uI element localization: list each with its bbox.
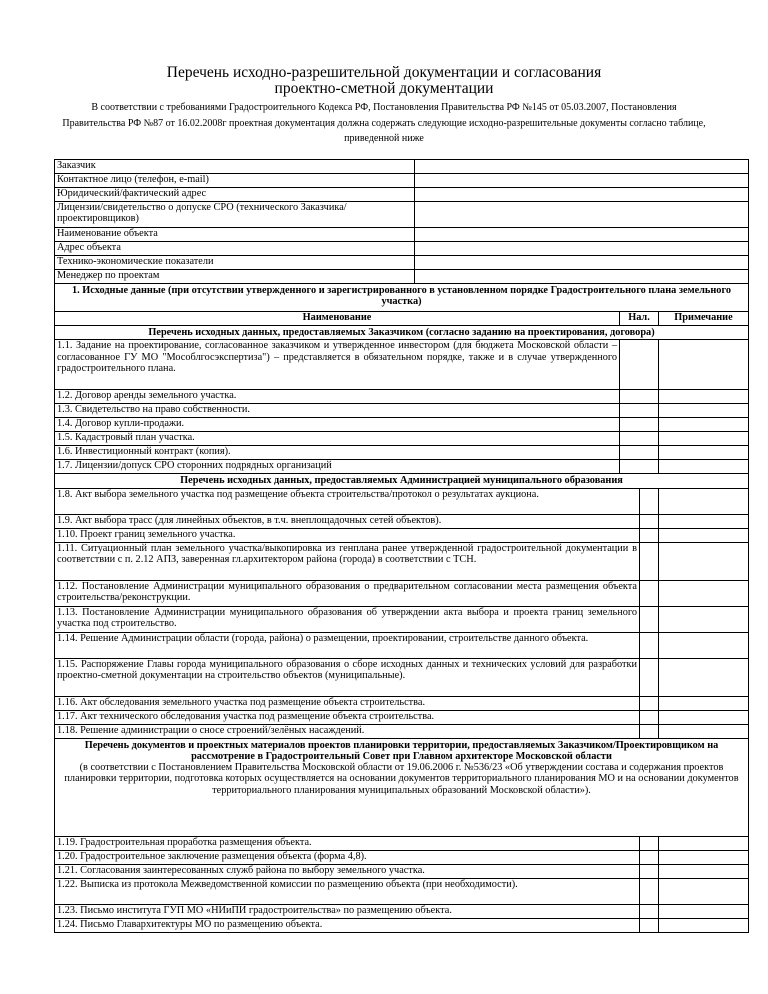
note-cell <box>659 836 749 850</box>
document-row <box>55 904 749 918</box>
intro-paragraph: В соответствии с требованиями Градостроительного Кодекса РФ, Постановления Правительства РФ №145 от 05.03.2007, Постановления Правительства РФ №87 от 16.02.2008г проектная документация должна содержать следующие исходно-разрешительные документы согласно таблице, приведенной ниже <box>62 102 706 144</box>
note-cell <box>659 724 749 738</box>
document-name: 1.7. Лицензии/допуск СРО сторонних подрядных организаций <box>55 460 620 474</box>
group-heading-text: Перечень исходных данных, предоставляемых Заказчиком (согласно заданию на проектирования, договора) <box>148 327 655 338</box>
avail-cell <box>620 404 659 418</box>
avail-cell <box>620 418 659 432</box>
document-row <box>55 696 749 710</box>
document-row <box>55 724 749 738</box>
document-row <box>55 606 749 632</box>
group-heading-note: (в соответствии с Постановлением Правительства Московской области от 19.06.2006 г. №536/23 «Об утверждении состава и содержания проектов планировки территории, подготовка которых осуществляется на основании документов территориального планирования МО и на основании документов территориального планирования муниципальных образований Московской области»). <box>64 762 739 796</box>
avail-cell <box>640 606 659 632</box>
avail-cell <box>640 514 659 528</box>
avail-cell <box>640 488 659 514</box>
info-label: Технико-экономические показатели <box>55 256 415 270</box>
note-cell <box>659 632 749 658</box>
info-label: Юридический/фактический адрес <box>55 188 415 202</box>
document-name: 1.24. Письмо Главархитектуры МО по размещению объекта. <box>55 918 640 932</box>
document-row <box>55 488 749 514</box>
document-row <box>55 850 749 864</box>
note-cell <box>659 432 749 446</box>
document-row <box>55 446 749 460</box>
info-label: Адрес объекта <box>55 242 415 256</box>
document-row <box>55 864 749 878</box>
avail-cell <box>620 432 659 446</box>
document-name: 1.3. Свидетельство на право собственности. <box>55 404 620 418</box>
note-cell <box>659 580 749 606</box>
title-line-2: проектно-сметной документации <box>274 80 494 97</box>
note-cell <box>659 528 749 542</box>
note-cell <box>659 404 749 418</box>
avail-cell <box>640 904 659 918</box>
info-row <box>55 188 749 202</box>
note-cell <box>659 918 749 932</box>
document-name: 1.14. Решение Администрации области (города, района) о размещении, проектировании, строительстве данного объекта. <box>55 632 640 658</box>
document-row <box>55 460 749 474</box>
avail-cell <box>640 918 659 932</box>
info-value <box>415 202 749 228</box>
note-cell <box>659 606 749 632</box>
note-cell <box>659 488 749 514</box>
note-cell <box>659 514 749 528</box>
group-heading <box>55 738 749 836</box>
avail-cell <box>640 836 659 850</box>
avail-cell <box>620 390 659 404</box>
avail-cell <box>640 542 659 580</box>
info-value <box>415 256 749 270</box>
document-row <box>55 390 749 404</box>
document-name: 1.5. Кадастровый план участка. <box>55 432 620 446</box>
info-row <box>55 174 749 188</box>
document-name: 1.19. Градостроительная проработка размещения объекта. <box>55 836 640 850</box>
document-name: 1.2. Договор аренды земельного участка. <box>55 390 620 404</box>
note-cell <box>659 418 749 432</box>
document-row <box>55 340 749 390</box>
info-value <box>415 188 749 202</box>
document-row <box>55 836 749 850</box>
info-label: Наименование объекта <box>55 228 415 242</box>
group-heading-row <box>55 474 749 488</box>
section-heading-row <box>55 284 749 312</box>
note-cell <box>659 850 749 864</box>
avail-cell <box>640 580 659 606</box>
document-row <box>55 418 749 432</box>
note-cell <box>659 696 749 710</box>
document-name: 1.18. Решение администрации о сносе строений/зелёных насаждений. <box>55 724 640 738</box>
info-row <box>55 228 749 242</box>
group-heading-row <box>55 738 749 836</box>
note-cell <box>659 390 749 404</box>
document-row <box>55 632 749 658</box>
group-heading-text: Перечень исходных данных, предоставляемых Администрацией муниципального образования <box>180 475 623 487</box>
info-row <box>55 242 749 256</box>
note-cell <box>659 904 749 918</box>
documents-table <box>54 159 749 933</box>
info-label: Заказчик <box>55 160 415 174</box>
document-name: 1.13. Постановление Администрации муниципального образования об утверждении акта выбора и проекта границ земельного участка под строительство. <box>55 606 640 632</box>
info-value <box>415 174 749 188</box>
document-name: 1.4. Договор купли-продажи. <box>55 418 620 432</box>
avail-cell <box>640 864 659 878</box>
note-cell <box>659 460 749 474</box>
info-row <box>55 160 749 174</box>
note-cell <box>659 658 749 696</box>
document-name: 1.16. Акт обследования земельного участка под размещение объекта строительства. <box>55 696 640 710</box>
info-row <box>55 202 749 228</box>
document-name: 1.21. Согласования заинтересованных служб района по выбору земельного участка. <box>55 864 640 878</box>
document-name: 1.11. Ситуационный план земельного участка/выкопировка из генплана ранее утвержденной градостроительной документации в соответствии с п. 2.12 АПЗ, заверенная гл.архитектором района (города) в соответствии с ТСН. <box>55 542 640 580</box>
group-heading <box>55 474 749 488</box>
info-value <box>415 270 749 284</box>
document-row <box>55 918 749 932</box>
group-heading-row <box>55 326 749 340</box>
note-cell <box>659 878 749 904</box>
document-row <box>55 878 749 904</box>
note-cell <box>659 446 749 460</box>
document-row <box>55 658 749 696</box>
document-name: 1.6. Инвестиционный контракт (копия). <box>55 446 620 460</box>
info-value <box>415 242 749 256</box>
column-header-row <box>55 312 749 326</box>
document-row <box>55 580 749 606</box>
info-value <box>415 228 749 242</box>
info-row <box>55 256 749 270</box>
avail-cell <box>640 710 659 724</box>
document-row <box>55 710 749 724</box>
document-name: 1.9. Акт выбора трасс (для линейных объектов, в т.ч. внеплощадочных сетей объектов). <box>55 514 640 528</box>
document-title <box>0 65 768 97</box>
group-heading-text: Перечень документов и проектных материалов проектов планировки территории, предоставляемых Заказчиком/Проектировщиком на рассмотрение в Градостроительный Совет при Главном архитекторе Московской области <box>84 739 719 762</box>
document-name: 1.17. Акт технического обследования участка под размещение объекта строительства. <box>55 710 640 724</box>
group-heading <box>55 326 749 340</box>
avail-cell <box>620 446 659 460</box>
document-name: 1.22. Выписка из протокола Межведомственной комиссии по размещению объекта (при необходимости). <box>55 878 640 904</box>
avail-cell <box>620 340 659 390</box>
section-heading: 1. Исходные данные (при отсутствии утвержденного и зарегистрированного в установленном порядке Градостроительного плана земельного участка) <box>55 284 749 312</box>
note-cell <box>659 710 749 724</box>
note-cell <box>659 340 749 390</box>
avail-cell <box>640 658 659 696</box>
document-row <box>55 404 749 418</box>
avail-cell <box>640 724 659 738</box>
column-header-avail: Нал. <box>620 312 659 326</box>
info-label: Контактное лицо (телефон, e-mail) <box>55 174 415 188</box>
document-name: 1.23. Письмо института ГУП МО «НИиПИ градостроительства» по размещению объекта. <box>55 904 640 918</box>
avail-cell <box>640 850 659 864</box>
document-name: 1.8. Акт выбора земельного участка под размещение объекта строительства/протокол о результатах аукциона. <box>55 488 640 514</box>
title-line-1: Перечень исходно-разрешительной документации и согласования <box>166 64 602 81</box>
document-name: 1.10. Проект границ земельного участка. <box>55 528 640 542</box>
note-cell <box>659 542 749 580</box>
avail-cell <box>620 460 659 474</box>
document-name: 1.15. Распоряжение Главы города муниципального образования о сборе исходных данных и технических условий для разработки проектно-сметной документации на строительство объектов (муниципальные). <box>55 658 640 696</box>
avail-cell <box>640 632 659 658</box>
info-label: Лицензии/свидетельство о допуске СРО (технического Заказчика/проектировщиков) <box>55 202 415 228</box>
document-row <box>55 528 749 542</box>
document-row <box>55 514 749 528</box>
avail-cell <box>640 696 659 710</box>
avail-cell <box>640 528 659 542</box>
avail-cell <box>640 878 659 904</box>
document-name: 1.1. Задание на проектирование, согласованное заказчиком и утвержденное инвестором (для бюджета Московской области – согласованное ГУ МО "Мособлгосэкспертиза") – представляется в обязательном порядке, также и в случае утвержденного градостроительного плана. <box>55 340 620 390</box>
info-value <box>415 160 749 174</box>
info-row <box>55 270 749 284</box>
info-label: Менеджер по проектам <box>55 270 415 284</box>
document-row <box>55 542 749 580</box>
document-name: 1.20. Градостроительное заключение размещения объекта (форма 4,8). <box>55 850 640 864</box>
column-header-note: Примечание <box>659 312 749 326</box>
note-cell <box>659 864 749 878</box>
document-row <box>55 432 749 446</box>
document-name: 1.12. Постановление Администрации муниципального образования о предварительном согласовании места размещения объекта строительства/реконструкции. <box>55 580 640 606</box>
column-header-name: Наименование <box>55 312 620 326</box>
